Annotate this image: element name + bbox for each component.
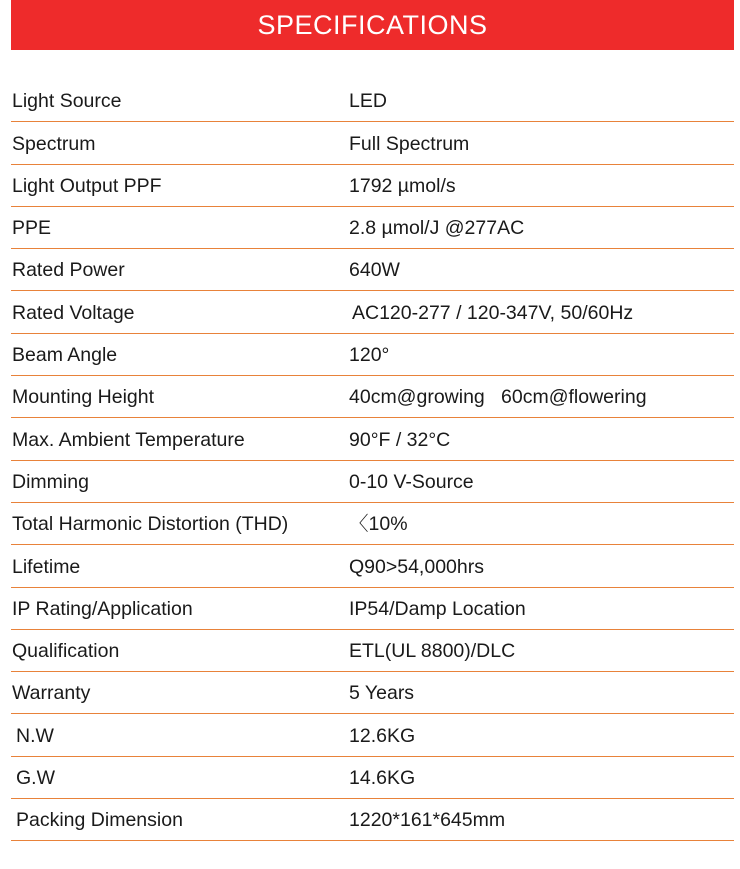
- spec-row-light-output-ppf: [11, 165, 734, 207]
- spec-label: N.W: [16, 724, 54, 747]
- spec-value: 640W: [349, 259, 400, 282]
- spec-label: Max. Ambient Temperature: [12, 428, 245, 451]
- page-title: SPECIFICATIONS: [257, 9, 488, 40]
- spec-label: Light Source: [12, 90, 122, 113]
- spec-value: 120°: [349, 344, 390, 367]
- spec-value: AC120-277 / 120-347V, 50/60Hz: [352, 301, 634, 324]
- spec-label: Packing Dimension: [16, 809, 183, 832]
- spec-label: Qualification: [12, 640, 120, 663]
- spec-label: G.W: [16, 767, 55, 790]
- spec-value: IP54/Damp Location: [349, 597, 526, 620]
- spec-value: 〈10%: [349, 513, 408, 536]
- spec-label: Total Harmonic Distortion (THD): [12, 513, 289, 536]
- spec-row-packing-dimension: [11, 799, 734, 841]
- spec-label: Beam Angle: [12, 344, 118, 367]
- spec-table: [11, 80, 734, 841]
- spec-label: Spectrum: [12, 132, 96, 155]
- spec-value: Q90>54,000hrs: [349, 555, 484, 578]
- spec-value: 0-10 V-Source: [349, 470, 474, 493]
- spec-value: 5 Years: [349, 682, 415, 705]
- spec-label: Light Output PPF: [12, 174, 162, 197]
- spec-row-max-ambient-temperature: [11, 418, 734, 460]
- spec-row-qualification: [11, 630, 734, 672]
- spec-value: ETL(UL 8800)/DLC: [349, 640, 516, 663]
- spec-label: PPE: [12, 217, 52, 240]
- spec-row-spectrum: [11, 122, 734, 164]
- spec-row-rated-power: [11, 249, 734, 291]
- spec-row-warranty: [11, 672, 734, 714]
- spec-value: 14.6KG: [349, 767, 416, 790]
- spec-row-thd: [11, 503, 734, 545]
- spec-value: 1792 µmol/s: [349, 174, 456, 197]
- spec-label: Warranty: [12, 682, 91, 705]
- spec-value: 40cm@growing 60cm@flowering: [349, 386, 647, 409]
- spec-value: LED: [349, 90, 387, 113]
- spec-value: Full Spectrum: [349, 132, 470, 155]
- spec-label: Mounting Height: [12, 386, 155, 409]
- spec-row-beam-angle: [11, 334, 734, 376]
- spec-row-net-weight: [11, 714, 734, 756]
- spec-row-ip-rating: [11, 588, 734, 630]
- spec-row-gross-weight: [11, 757, 734, 799]
- spec-row-ppe: [11, 207, 734, 249]
- spec-value: 90°F / 32°C: [349, 428, 451, 451]
- spec-value: 12.6KG: [349, 724, 416, 747]
- spec-label: Rated Voltage: [12, 301, 135, 324]
- spec-row-light-source: [11, 80, 734, 122]
- spec-label: Dimming: [12, 470, 89, 493]
- spec-row-dimming: [11, 461, 734, 503]
- spec-row-mounting-height: [11, 376, 734, 418]
- spec-label: IP Rating/Application: [12, 597, 193, 620]
- spec-value: 2.8 µmol/J @277AC: [349, 217, 525, 240]
- spec-label: Rated Power: [12, 259, 125, 282]
- spec-row-rated-voltage: [11, 291, 734, 333]
- spec-value: 1220*161*645mm: [349, 809, 506, 832]
- specifications-header: [11, 0, 734, 50]
- spec-row-lifetime: [11, 545, 734, 587]
- spec-label: Lifetime: [12, 555, 81, 578]
